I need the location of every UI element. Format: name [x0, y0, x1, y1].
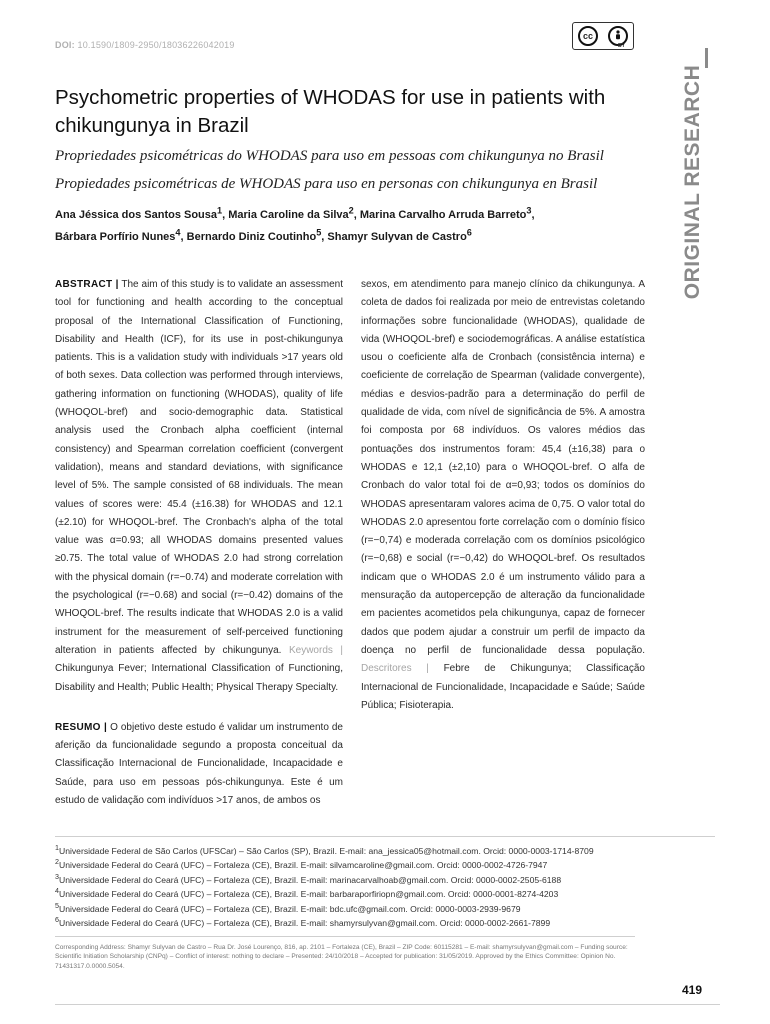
author: Bernardo Diniz Coutinho$^5$,	[186, 227, 328, 244]
abstract-portuguese	[55, 719, 343, 810]
cc-license-badge[interactable]	[572, 22, 634, 50]
right-column	[361, 276, 645, 715]
abstract-portuguese-continued	[361, 276, 645, 715]
author: Maria Caroline da Silva$^2$,	[228, 205, 360, 221]
resumo-text: O objetivo deste estudo é validar um instrumento de aferição da funcionalidade segundo a proposta conceitual da Classificação Internacional de Funcionalidade, Incapacidade e Saúde, para uso em pessoas pós-chikungunya. Este é um estudo de validação com indivíduos >17 anos, de ambos os	[55, 721, 343, 807]
correspondence-note: Corresponding Address: Shamyr Sulyvan de Castro – Rua Dr. José Lourenço, 816, ap. 2101 – Fortaleza (CE), Brazil – ZIP Code: 60115281 – E-mail: shamyrsulyvan@gmail.com – Funding source: Scientific Initiation Scholarship (CNPq) – Conflict of interest: nothing to declare – Presented: 24/10/2018 – Accepted for publication: 31/05/2019. Approved by the Ethics Committee: Opinion No. 71431317.0.0000.5054.	[55, 936, 635, 971]
affiliation: $^1$Universidade Federal de São Carlos (UFSCar) – São Carlos (SP), Brazil. E-mail: ana_jessica05@hotmail.com. Orcid: 0000-0003-1714-8709	[55, 844, 594, 856]
article-title: Psychometric properties of WHODAS for use in patients with chikungunya in Brazil	[55, 86, 606, 137]
keywords-text: Chikungunya Fever; International Classification of Functioning, Disability and Health; Public Health; Physical Therapy Specialty.	[55, 663, 343, 693]
author-list	[55, 201, 655, 246]
section-marker	[705, 48, 708, 68]
abstract-text: The aim of this study is to validate an assessment tool for functioning and health according to the conceptual proposal of the International Classification of Functioning, Disability and Health (ICF), for its use in post-chikungunya patients. This is a validation study with individuals >17 years old of both sexes. Data collection was performed through interviews, gathering information on functioning (WHODAS), quality of life (WHOQOL-bref) and socio-demographic data. Statistical analysis used the Cronbach alpha coefficient (internal consistency) and Spearman correlation coefficient (convergent validation), means and standard deviations, with significance level of 5%. The sample consisted of 68 individuals. The mean values of scores were: 45.4 (±16.38) for WHODAS and 12.1 (±2.10) for WHOQOL-bref. The Cronbach's alpha of the total value was α=0.93; all WHODAS domains presented values ≥0.75. The total value of WHODAS 2.0 had strong correlation with the physical domain (r=−0.74) and moderate correlation with the psychological (r=−0.68) and social (r=−0.42) domains of the WHOQOL-bref. The results indicate that WHODAS 2.0 is a valid instrument for the measurement of self-perceived functioning alteration in patients affected by chikungunya.	[55, 279, 343, 656]
author: Shamyr Sulyvan de Castro$^6$	[327, 227, 472, 244]
affiliation: $^5$Universidade Federal do Ceará (UFC) – Fortaleza (CE), Brazil. E-mail: bdc.ufc@gmail.com. Orcid: 0000-0003-2939-9679	[55, 901, 521, 914]
subtitle-spanish: Propiedades psicométricas de WHODAS para uso en personas con chikungunya en Brasil	[55, 176, 598, 192]
keywords-label: Keywords |	[288, 644, 343, 656]
by-label: BY	[618, 43, 625, 49]
author: Marina Carvalho Arruda Barreto$^3$,	[359, 205, 535, 221]
author: Bárbara Porfírio Nunes$^4$,	[55, 227, 187, 244]
section-label: ORIGINAL RESEARCH	[681, 64, 704, 300]
author: Ana Jéssica dos Santos Sousa$^1$,	[55, 205, 229, 221]
subtitle-portuguese: Propriedades psicométricas do WHODAS para uso em pessoas com chikungunya no Brasil	[55, 148, 604, 164]
resumo-text-continued: sexos, em atendimento para manejo clínico da chikungunya. A coleta de dados foi realizada por meio de entrevistas coletando informações sobre funcionalidade (WHODAS), qualidade de vida (WHOQOL-bref) e sociodemográficas. A análise estatística usou o coeficiente alfa de Cronbach (consistência interna) e coeficiente de correlação de Spearman (validade convergente), médias e desvios-padrão para a determinação do perfil de qualidade de vida, com nível de significância de 5%. A amostra foi composta por 68 indivíduos. Os valores médios das pontuações dos instrumentos foram: 45,4 (±16,38) para o WHODAS e 12,1 (±2,10) para o WHOQOL-bref. O alfa de Cronbach do valor total foi de α=0,93; todos os domínios do WHODAS apresentaram valores acima de 0,75. O valor total do WHODAS 2.0 apresentou forte correlação com o domínio físico (r=−0,74) e moderada correlação com os domínios psicológico (r=−0,68) e social (r=−0,42) do WHOQOL-bref. Os resultados indicam que o WHODAS 2.0 é um instrumento válido para a mensuração da autopercepção de alteração da funcionalidade em pacientes acometidos pela chikungunya, capaz de fornecer dados que podem ajudar a construir um perfil de impacto da doença no perfil de funcionalidade dessa população.	[361, 279, 645, 656]
page-number: 419	[682, 983, 703, 997]
doi-value: 10.1590/1809-2950/18036226042019	[77, 40, 235, 50]
affiliation: $^2$Universidade Federal do Ceará (UFC) – Fortaleza (CE), Brazil. E-mail: silvamcaroline@gmail.com. Orcid: 0000-0002-4726-7947	[55, 858, 548, 871]
affiliation: $^4$Universidade Federal do Ceará (UFC) – Fortaleza (CE), Brazil. E-mail: barbaraporfiriopn@gmail.com. Orcid: 0000-0001-8274-4203	[55, 887, 559, 900]
doi-label: DOI:	[55, 40, 75, 50]
abstract-english	[55, 276, 343, 697]
affiliations	[55, 836, 715, 930]
abstract-label: ABSTRACT |	[55, 279, 119, 290]
doi	[55, 40, 235, 50]
spacer	[55, 697, 343, 719]
descritores-label: Descritores |	[361, 663, 429, 675]
left-column	[55, 276, 343, 810]
affiliation: $^6$Universidade Federal do Ceará (UFC) – Fortaleza (CE), Brazil. E-mail: shamyrsulyvan@gmail.com. Orcid: 0000-0002-2661-7899	[55, 916, 551, 929]
cc-icon: cc	[578, 26, 598, 46]
affiliation: $^3$Universidade Federal do Ceará (UFC) – Fortaleza (CE), Brazil. E-mail: marinacarvalhoab@gmail.com. Orcid: 0000-0002-2505-6188	[55, 872, 562, 885]
descritores-text: Febre de Chikungunya; Classificação Internacional de Funcionalidade, Incapacidade e Saúde; Saúde Pública; Fisioterapia.	[361, 663, 645, 711]
resumo-label: RESUMO |	[55, 721, 108, 733]
footer-divider	[55, 1004, 720, 1005]
